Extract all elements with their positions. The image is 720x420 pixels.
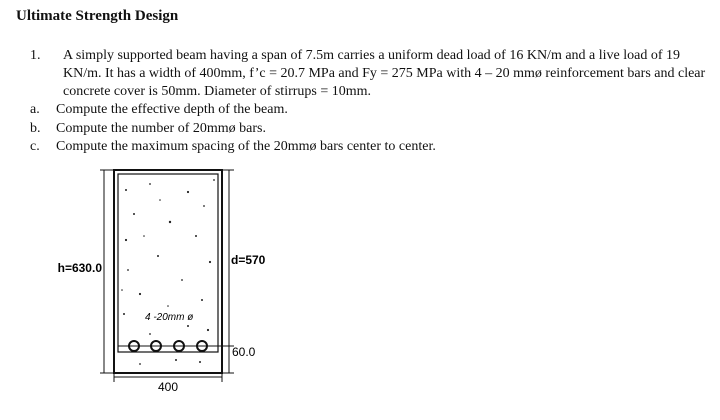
d-label: d=570 bbox=[231, 253, 266, 267]
part-b-text: Compute the number of 20mmø bars. bbox=[56, 121, 266, 136]
h-label: h=630.0 bbox=[57, 261, 102, 275]
part-c-label: c. bbox=[30, 139, 40, 154]
problem-text: A simply supported beam having a span of 7.5m carries a uniform dead load of 16 KN/m and a live load of 19 KN/m. It has a width of 400mm, f’c = 20.7 MPa and Fy = 275 MPa with 4 – 20 mmø reinforcement bars and clear concrete cover is 50mm. Diameter of stirrups = 10mm. bbox=[63, 48, 706, 99]
part-a-text: Compute the effective depth of the beam. bbox=[56, 102, 288, 117]
bars-label: 4 -20mm ø bbox=[145, 312, 194, 323]
part-c-text: Compute the maximum spacing of the 20mmø bars center to center. bbox=[56, 139, 436, 154]
width-label: 400 bbox=[157, 380, 179, 394]
cover-label: 60.0 bbox=[232, 345, 256, 359]
part-b-label: b. bbox=[30, 121, 41, 136]
part-a-label: a. bbox=[30, 102, 40, 117]
page-title: Ultimate Strength Design bbox=[16, 8, 179, 24]
problem-number: 1. bbox=[30, 48, 41, 63]
aggregate-dots bbox=[121, 179, 215, 365]
stirrup bbox=[118, 174, 218, 352]
